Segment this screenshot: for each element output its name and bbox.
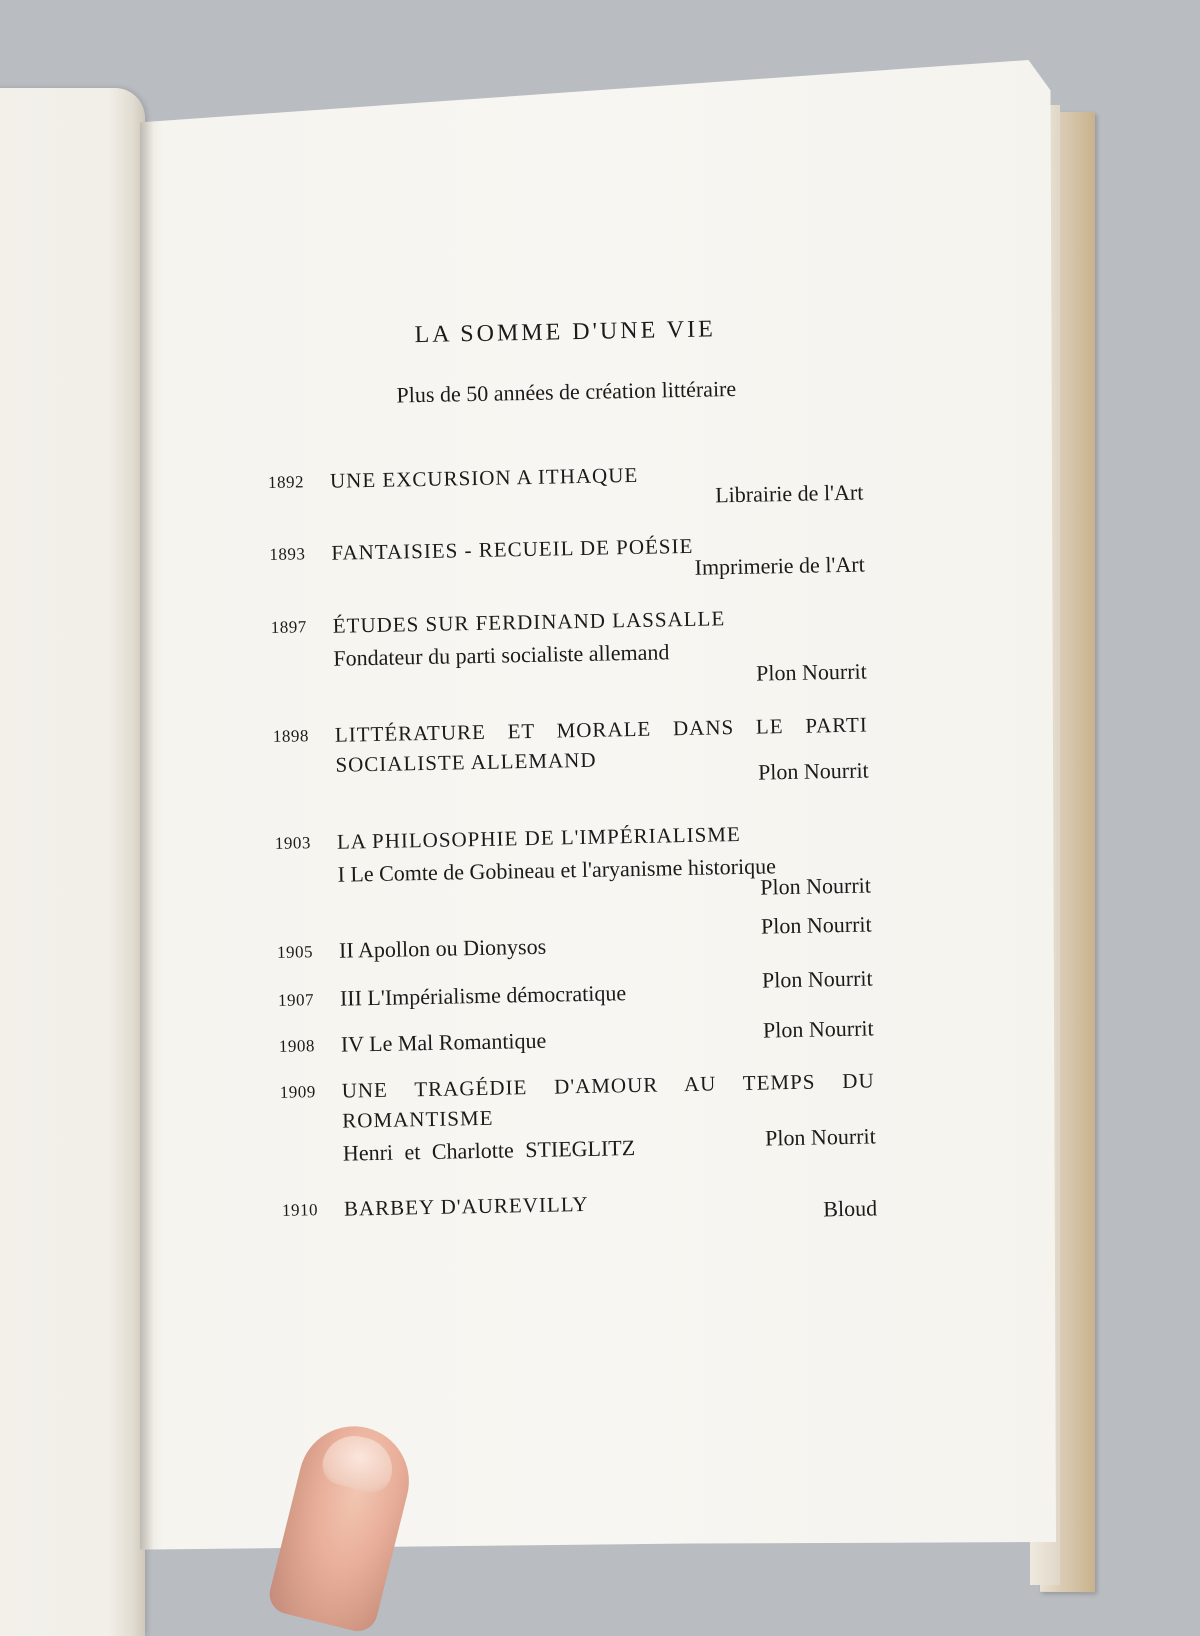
page-title: LA SOMME D'UNE VIE [414, 316, 717, 349]
entry-year: 1893 [269, 544, 306, 564]
entry-publisher: Plon Nourrit [762, 1015, 874, 1043]
entry-title: FANTAISIES - RECUEIL DE POÉSIE [331, 533, 694, 565]
entry-year: 1905 [276, 942, 314, 962]
entry-year: 1910 [281, 1200, 319, 1220]
entry-publisher: Plon Nourrit [761, 965, 873, 993]
entry-publisher: Plon Nourrit [764, 1123, 876, 1151]
entry-publisher: Plon Nourrit [757, 757, 869, 785]
entry-title: LITTÉRATURE ET MORALE DANS LE PARTI SOCIALISTE ALLEMAND [334, 712, 869, 777]
entry-year: 1903 [274, 833, 312, 853]
entry-year: 1898 [272, 726, 310, 746]
entry-subtitle: Henri et Charlotte STIEGLITZ [342, 1135, 636, 1166]
right-page [140, 60, 1056, 1580]
entry-title: UNE TRAGÉDIE D'AMOUR AU TEMPS DU ROMANTISME [341, 1068, 875, 1133]
entry-title: IV Le Mal Romantique [340, 1027, 547, 1057]
entry-publisher: Librairie de l'Art [714, 479, 864, 508]
entry-publisher: Bloud [823, 1195, 878, 1222]
entry-title: BARBEY D'AUREVILLY [343, 1191, 589, 1221]
entry-publisher: Plon Nourrit [760, 911, 872, 939]
entry-title: UNE EXCURSION A ITHAQUE [329, 462, 639, 493]
entry-subtitle: Fondateur du parti socialiste allemand [333, 639, 670, 671]
entry-year: 1908 [278, 1036, 316, 1056]
entry-publisher: Imprimerie de l'Art [694, 551, 865, 580]
entry-title: ÉTUDES SUR FERDINAND LASSALLE [332, 606, 726, 638]
page-subtitle: Plus de 50 années de création littéraire [396, 375, 737, 408]
entry-publisher: Plon Nourrit [760, 872, 872, 900]
entry-subtitle: I Le Comte de Gobineau et l'aryanisme historique [337, 853, 777, 887]
entry-year: 1909 [279, 1082, 316, 1102]
entry-publisher: Plon Nourrit [755, 658, 867, 686]
entry-year: 1897 [270, 617, 307, 637]
entry-year: 1892 [267, 472, 305, 492]
entry-title: III L'Impérialisme démocratique [339, 980, 627, 1011]
thumbnail [318, 1429, 399, 1496]
entry-title: II Apollon ou Dionysos [338, 933, 547, 963]
entry-title: LA PHILOSOPHIE DE L'IMPÉRIALISME [336, 821, 741, 854]
entry-year: 1907 [277, 990, 315, 1010]
left-page [0, 88, 145, 1636]
